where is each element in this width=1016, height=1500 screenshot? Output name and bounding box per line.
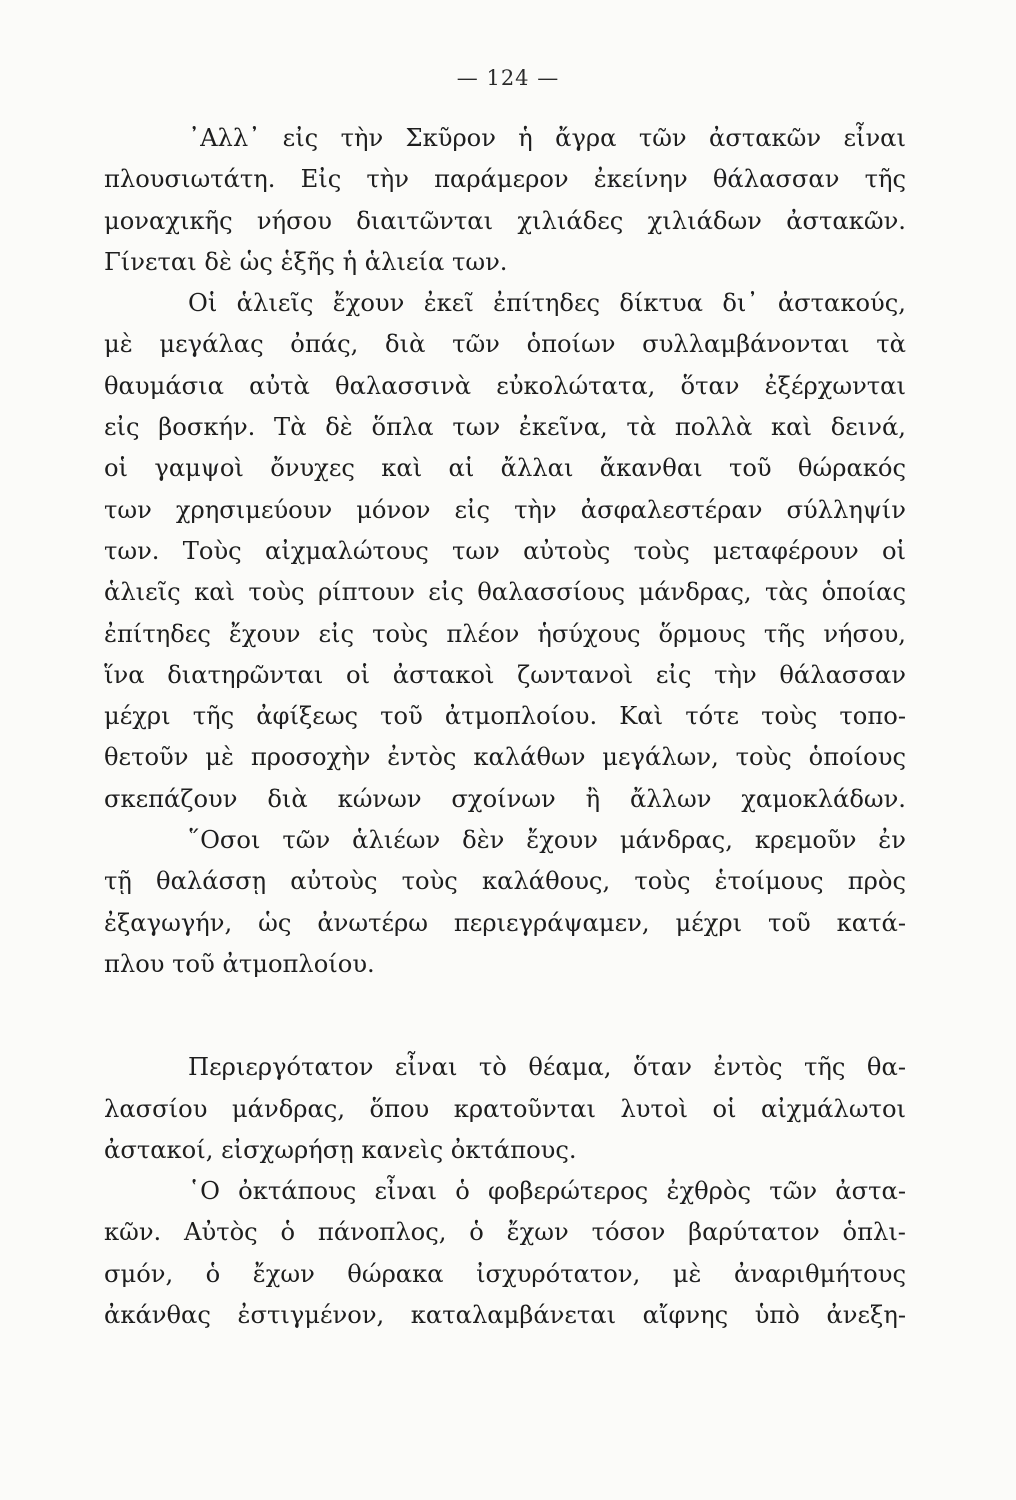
text-line: Γίνεται δὲ ὡς ἑξῆς ἡ ἁλιεία των.: [104, 247, 508, 276]
paragraph-2: [104, 283, 906, 820]
paragraph-4: [104, 1047, 906, 1171]
text-line: οἱ γαμψοὶ ὄνυχες καὶ αἱ ἄλλαι ἄκανθαι τοῦ θώρακός: [104, 454, 906, 483]
paragraph-5: [104, 1171, 906, 1336]
text-line: ἀστακοί, εἰσχωρήσῃ κανεὶς ὀκτάπους.: [104, 1135, 577, 1164]
text-line: ῾Ο ὀκτάπους εἶναι ὁ φοβερώτερος ἐχθρὸς τῶν ἀστα-: [188, 1177, 906, 1206]
page-number: — 124 —: [456, 66, 560, 90]
text-line: ἐπίτηδες ἔχουν εἰς τοὺς πλέον ἡσύχους ὅρμους τῆς νήσου,: [104, 619, 906, 648]
text-line: ἐξαγωγήν, ὡς ἀνωτέρω περιεγράψαμεν, μέχρι τοῦ κατά-: [104, 908, 906, 937]
text-line: κῶν. Αὐτὸς ὁ πάνοπλος, ὁ ἔχων τόσον βαρύτατον ὁπλι-: [104, 1218, 906, 1247]
text-line: λασσίου μάνδρας, ὅπου κρατοῦνται λυτοὶ οἱ αἰχμάλωτοι: [104, 1094, 906, 1123]
text-line: ᾿Αλλ᾿ εἰς τὴν Σκῦρον ἡ ἄγρα τῶν ἀστακῶν εἶναι: [188, 124, 906, 152]
text-line: μέχρι τῆς ἀφίξεως τοῦ ἀτμοπλοίου. Καὶ τότε τοὺς τοπο-: [104, 702, 906, 731]
text-line: τῇ θαλάσσῃ αὐτοὺς τοὺς καλάθους, τοὺς ἑτοίμους πρὸς: [104, 867, 906, 896]
text-line: σμόν, ὁ ἔχων θώρακα ἰσχυρότατον, μὲ ἀναριθμήτους: [104, 1259, 906, 1288]
body-text: [104, 118, 906, 1336]
text-line: ῞Οσοι τῶν ἁλιέων δὲν ἔχουν μάνδρας, κρεμοῦν ἐν: [188, 826, 906, 855]
text-line: μὲ μεγάλας ὀπάς, διὰ τῶν ὁποίων συλλαμβάνονται τὰ: [104, 330, 906, 359]
text-line: Περιεργότατον εἶναι τὸ θέαμα, ὅταν ἐντὸς τῆς θα-: [188, 1053, 906, 1082]
text-line: θετοῦν μὲ προσοχὴν ἐντὸς καλάθων μεγάλων, τοὺς ὁποίους: [104, 743, 906, 772]
text-line: των. Τοὺς αἰχμαλώτους των αὐτοὺς τοὺς μεταφέρουν οἱ: [104, 536, 906, 565]
paragraph-3: [104, 820, 906, 985]
text-line: θαυμάσια αὐτὰ θαλασσινὰ εὐκολώτατα, ὅταν ἐξέρχωνται: [104, 371, 906, 400]
paragraph-1: [104, 118, 906, 283]
text-line: Οἱ ἁλιεῖς ἔχουν ἐκεῖ ἐπίτηδες δίκτυα δι᾿ ἀστακούς,: [188, 289, 906, 318]
text-line: ἀκάνθας ἐστιγμένον, καταλαμβάνεται αἴφνης ὑπὸ ἀνεξη-: [104, 1301, 906, 1330]
text-line: ἁλιεῖς καὶ τοὺς ρίπτουν εἰς θαλασσίους μάνδρας, τὰς ὁποίας: [104, 578, 906, 607]
text-line: ἵνα διατηρῶνται οἱ ἀστακοὶ ζωντανοὶ εἰς τὴν θάλασσαν: [104, 660, 906, 689]
text-line: εἰς βοσκήν. Τὰ δὲ ὅπλα των ἐκεῖνα, τὰ πολλὰ καὶ δεινά,: [104, 413, 906, 442]
section-gap: [104, 985, 906, 1047]
text-line: πλουσιωτάτη. Εἰς τὴν παράμερον ἐκείνην θάλασσαν τῆς: [104, 165, 906, 194]
text-line: πλου τοῦ ἀτμοπλοίου.: [104, 949, 375, 978]
text-line: των χρησιμεύουν μόνον εἰς τὴν ἀσφαλεστέραν σύλληψίν: [104, 495, 906, 524]
text-line: μοναχικῆς νήσου διαιτῶνται χιλιάδες χιλιάδων ἀστακῶν.: [104, 206, 906, 235]
text-line: σκεπάζουν διὰ κώνων σχοίνων ἢ ἄλλων χαμοκλάδων.: [104, 784, 906, 813]
